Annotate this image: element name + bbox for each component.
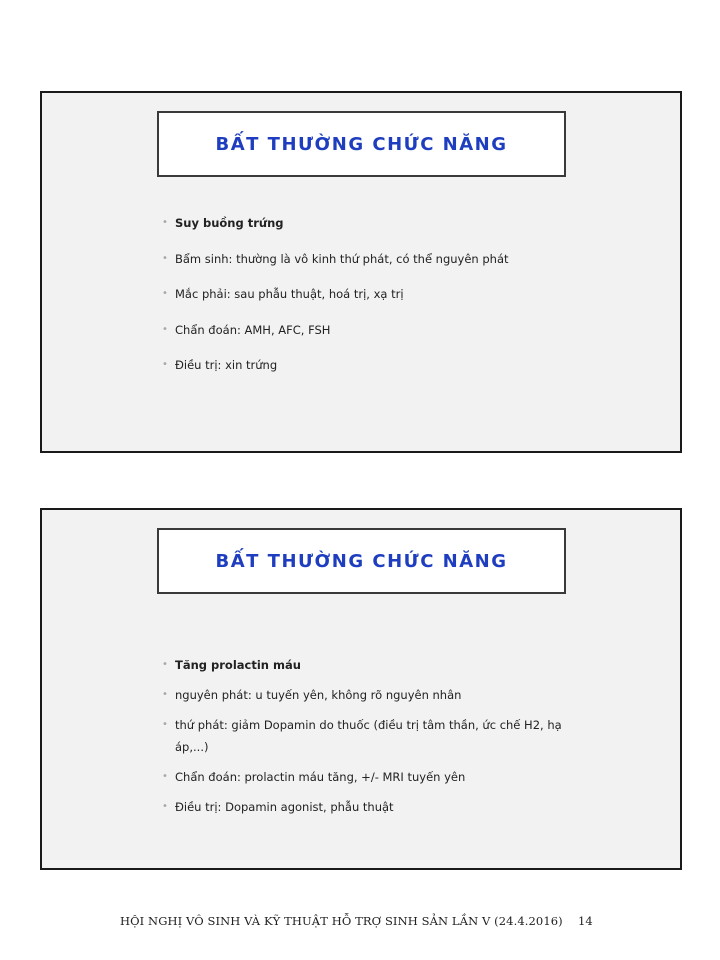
bullet-text: Mắc phải: sau phẫu thuật, hoá trị, xạ trị (175, 287, 404, 301)
bullet-marker-icon: • (162, 801, 168, 812)
bullet-marker-icon: • (162, 689, 168, 700)
bullet-list (162, 213, 562, 391)
bullet-item (162, 796, 562, 818)
page-footer (0, 914, 720, 934)
bullet-marker-icon: • (162, 719, 168, 730)
slide-title: BẤT THƯỜNG CHỨC NĂNG (215, 133, 508, 155)
bullet-text: Bẩm sinh: thường là vô kinh thứ phát, có thể nguyên phát (175, 251, 509, 266)
bullet-item (162, 213, 562, 233)
slide-1 (40, 91, 682, 453)
bullet-marker-icon: • (162, 771, 168, 782)
slide-2 (40, 508, 682, 870)
bullet-text: Chẩn đoán: AMH, AFC, FSH (175, 322, 331, 337)
bullet-item (162, 355, 562, 375)
slide-title-box (157, 528, 566, 594)
bullet-heading: Tăng prolactin máu (175, 658, 301, 672)
bullet-text: nguyên phát: u tuyến yên, không rõ nguyên nhân (175, 688, 462, 702)
bullet-text: Điều trị: xin trứng (175, 358, 278, 372)
bullet-item (162, 766, 562, 788)
bullet-text: Điều trị: Dopamin agonist, phẫu thuật (175, 800, 394, 814)
bullet-item (162, 320, 562, 340)
slide-title-box (157, 111, 566, 177)
bullet-list (162, 654, 562, 826)
bullet-marker-icon: • (162, 252, 168, 264)
bullet-item (162, 249, 562, 269)
bullet-marker-icon: • (162, 323, 168, 335)
slide-title: BẤT THƯỜNG CHỨC NĂNG (215, 550, 508, 572)
page-number: 14 (578, 914, 593, 928)
bullet-text: thứ phát: giảm Dopamin do thuốc (điều trị tâm thần, ức chế H2, hạ áp,...) (175, 718, 562, 754)
bullet-item (162, 684, 562, 706)
bullet-item (162, 714, 562, 758)
bullet-item (162, 654, 562, 676)
bullet-heading: Suy buồng trứng (175, 216, 284, 230)
bullet-item (162, 284, 562, 304)
bullet-marker-icon: • (162, 659, 168, 670)
bullet-marker-icon: • (162, 217, 168, 228)
footer-conference-title: HỘI NGHỊ VÔ SINH VÀ KỸ THUẬT HỖ TRỢ SINH SẢN LẦN V (24.4.2016) (120, 914, 563, 928)
bullet-text: Chẩn đoán: prolactin máu tăng, +/- MRI tuyến yên (175, 770, 466, 784)
bullet-marker-icon: • (162, 288, 168, 299)
bullet-marker-icon: • (162, 359, 168, 370)
